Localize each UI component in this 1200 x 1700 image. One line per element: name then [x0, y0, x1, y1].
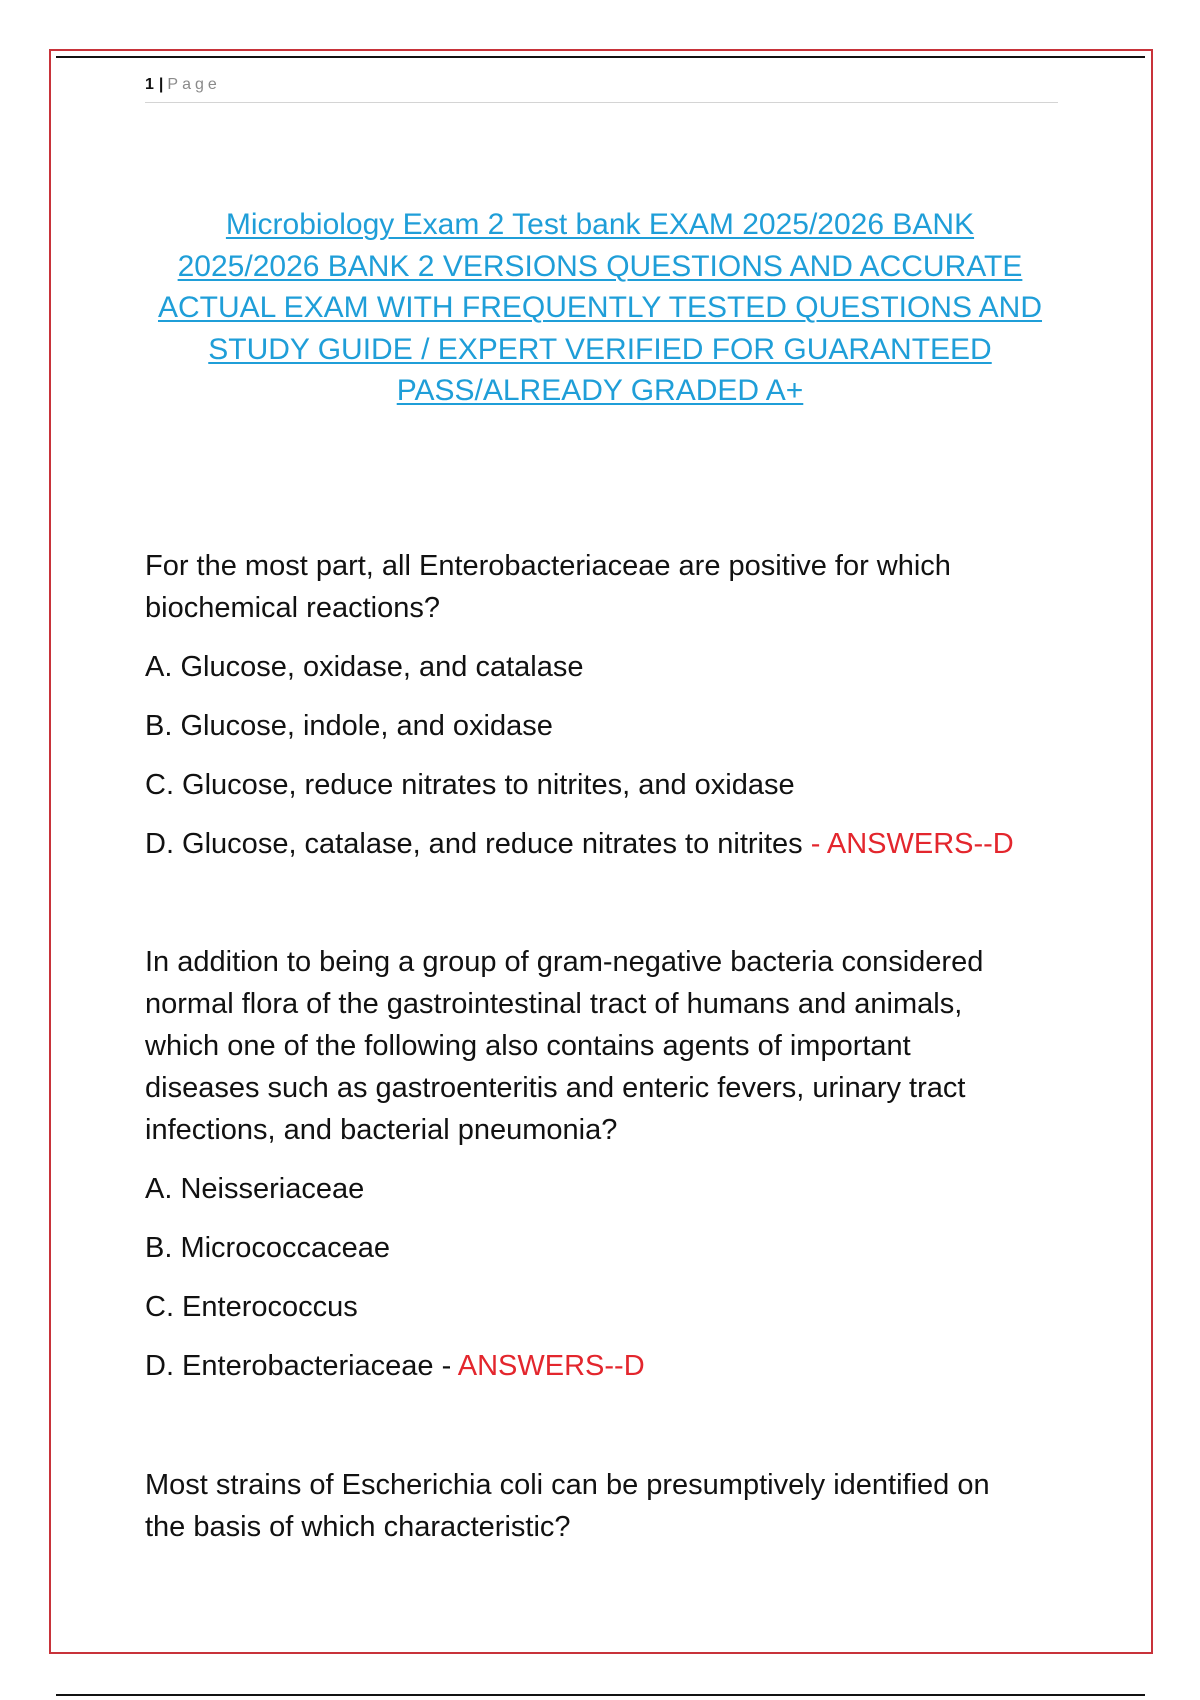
answer-key: ANSWERS--D [457, 1350, 645, 1382]
answer-option-b [145, 1227, 1015, 1269]
answer-option-a [145, 646, 1015, 688]
title-line-text[interactable]: ACTUAL EXAM WITH FREQUENTLY TESTED QUESTIONS AND [157, 291, 1043, 324]
bottom-rule [56, 1694, 1145, 1696]
option-text: A. Glucose, oxidase, and catalase [145, 651, 584, 683]
document-title-link[interactable] [0, 204, 1200, 412]
title-line-1[interactable] [0, 204, 1200, 246]
page-number: 1 [145, 76, 154, 93]
question-text: In addition to being a group of gram-negative bacteria considered normal flora of the gastrointestinal tract of humans and animals, which one of the following also contains agents of important diseases such as gastroenteritis and enteric fevers, urinary tract infections, and bacterial pneumonia? [145, 946, 984, 1146]
answer-option-c [145, 764, 1015, 806]
header-rule [145, 102, 1058, 103]
answer-option-c [145, 1286, 1015, 1328]
option-text: B. Glucose, indole, and oxidase [145, 710, 553, 742]
question-text: Most strains of Escherichia coli can be presumptively identified on the basis of which characteristic? [145, 1469, 990, 1543]
page-separator: | [158, 76, 164, 93]
top-rule [56, 56, 1145, 58]
question-text: For the most part, all Enterobacteriaceae are positive for which biochemical reactions? [145, 550, 951, 624]
title-line-text[interactable]: 2025/2026 BANK 2 VERSIONS QUESTIONS AND ACCURATE [177, 249, 1023, 283]
title-line-text[interactable]: PASS/ALREADY GRADED A+ [396, 374, 804, 407]
option-text: C. Glucose, reduce nitrates to nitrites, and oxidase [145, 769, 795, 801]
page-label: Page [167, 76, 221, 93]
title-line-text[interactable]: Microbiology Exam 2 Test bank EXAM 2025/2026 BANK [225, 208, 975, 241]
answer-option-b [145, 705, 1015, 747]
question-2 [145, 941, 1015, 1387]
question-1 [145, 545, 1015, 865]
option-text: D. Glucose, catalase, and reduce nitrates to nitrites [145, 828, 803, 860]
title-line-5[interactable] [0, 370, 1200, 412]
question-3 [145, 1464, 1015, 1548]
title-line-3[interactable] [0, 287, 1200, 329]
answer-option-a [145, 1168, 1015, 1210]
option-text: C. Enterococcus [145, 1291, 358, 1323]
option-text: D. Enterobacteriaceae - [145, 1350, 452, 1382]
title-line-2[interactable] [0, 246, 1200, 288]
title-line-4[interactable] [0, 329, 1200, 371]
answer-option-d [145, 1345, 1015, 1387]
option-text: B. Micrococcaceae [145, 1232, 390, 1264]
option-text: A. Neisseriaceae [145, 1173, 365, 1205]
page-header [145, 75, 221, 95]
answer-option-d [145, 823, 1015, 865]
answer-key: - ANSWERS--D [810, 828, 1014, 860]
title-line-text[interactable]: STUDY GUIDE / EXPERT VERIFIED FOR GUARANTEED [208, 332, 992, 366]
